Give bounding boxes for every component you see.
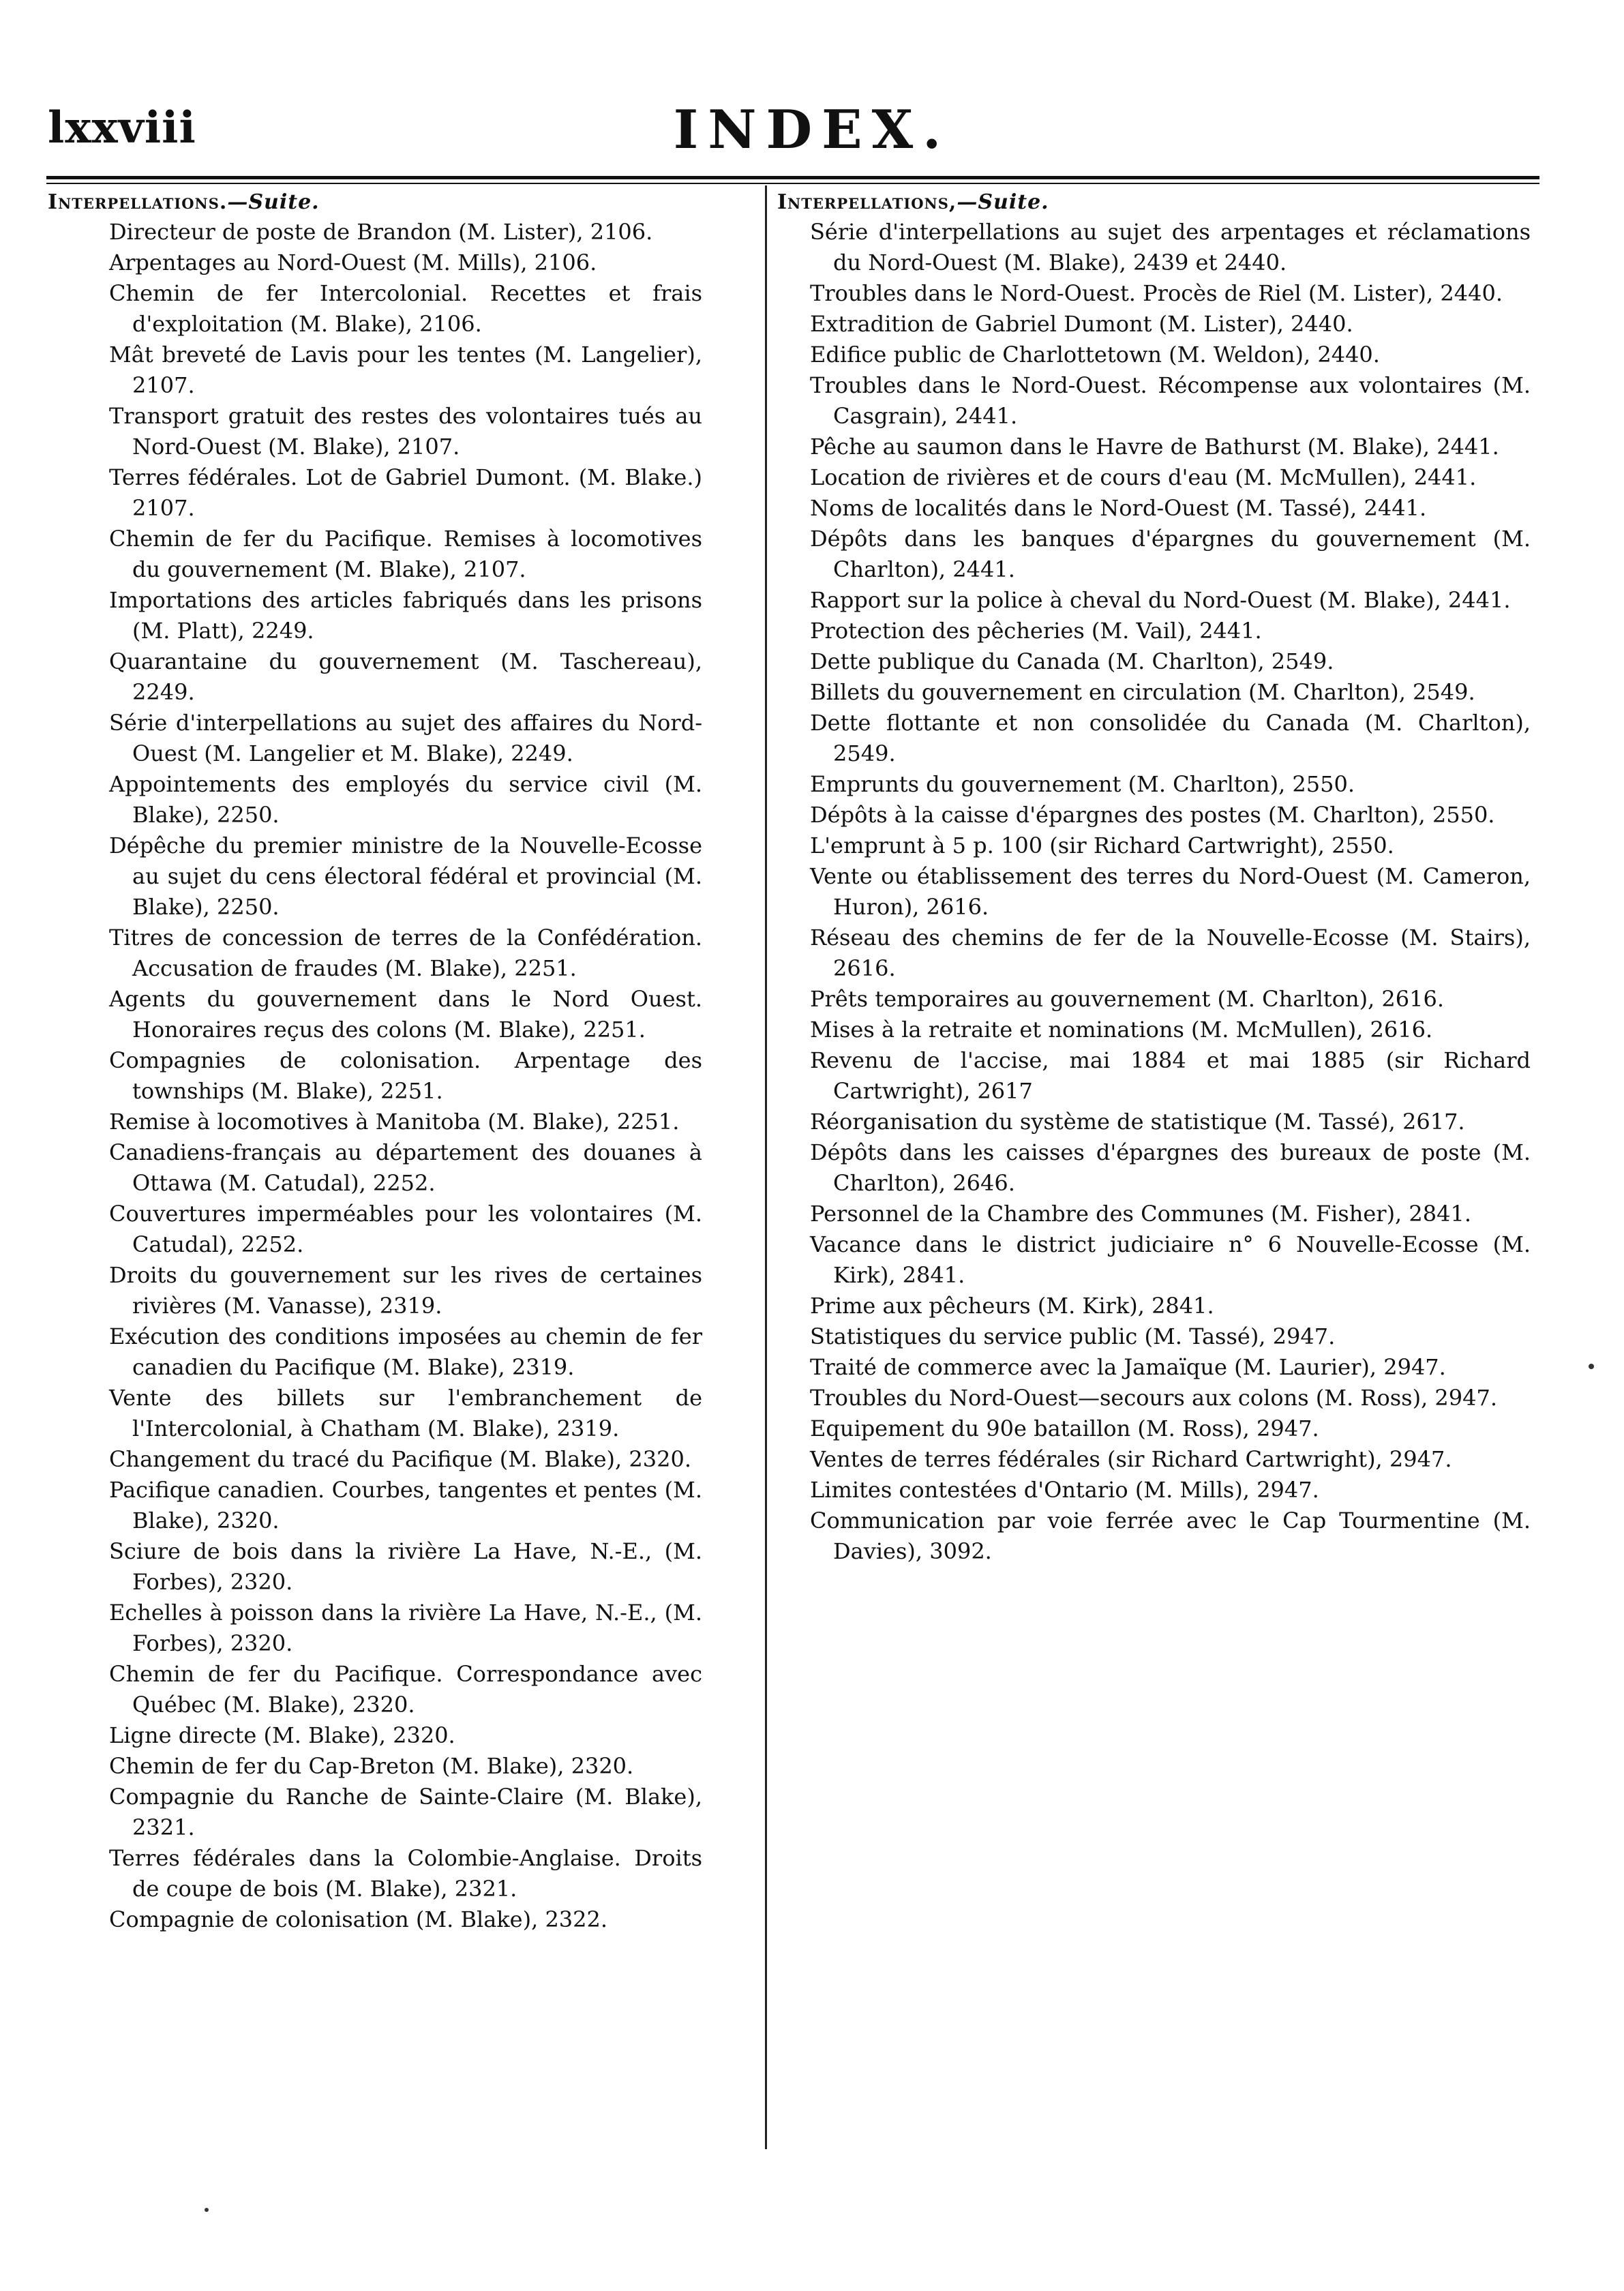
- index-entry: Dette flottante et non consolidée du Canada (M. Charlton), 2549.: [810, 710, 1531, 766]
- index-entry: Agents du gouvernement dans le Nord Ouest. Honoraires reçus des colons (M. Blake), 2251.: [109, 986, 702, 1043]
- index-entry: Dépôts à la caisse d'épargnes des postes (M. Charlton), 2550.: [810, 802, 1495, 828]
- index-entry: Ventes de terres fédérales (sir Richard Cartwright), 2947.: [810, 1446, 1452, 1472]
- index-entry: Troubles dans le Nord-Ouest. Récompense aux volontaires (M. Casgrain), 2441.: [810, 372, 1531, 429]
- index-entry: Mât breveté de Lavis pour les tentes (M. Langelier), 2107.: [109, 342, 702, 398]
- index-entry: Noms de localités dans le Nord-Ouest (M. Tassé), 2441.: [810, 495, 1427, 521]
- index-entry: Chemin de fer Intercolonial. Recettes et frais d'exploitation (M. Blake), 2106.: [109, 280, 702, 337]
- index-entry: Vente ou établissement des terres du Nord-Ouest (M. Cameron, Huron), 2616.: [810, 863, 1531, 920]
- index-entry: Dette publique du Canada (M. Charlton), 2549.: [810, 648, 1334, 674]
- index-entry: Canadiens-français au département des douanes à Ottawa (M. Catudal), 2252.: [109, 1139, 702, 1196]
- left-column: [48, 188, 702, 1935]
- column-divider: [765, 185, 767, 2149]
- index-entry: Extradition de Gabriel Dumont (M. Lister), 2440.: [810, 311, 1353, 337]
- index-entry: Ligne directe (M. Blake), 2320.: [109, 1722, 455, 1748]
- section-heading-label: Interpellations,: [777, 190, 957, 214]
- index-entry: Vacance dans le district judiciaire n° 6 Nouvelle-Ecosse (M. Kirk), 2841.: [810, 1231, 1531, 1288]
- section-heading: [48, 188, 702, 217]
- index-entry: Série d'interpellations au sujet des affaires du Nord-Ouest (M. Langelier et M. Blake), 2249.: [109, 710, 702, 766]
- index-entry: Vente des billets sur l'embranchement de l'Intercolonial, à Chatham (M. Blake), 2319.: [109, 1385, 702, 1441]
- index-entry: Statistiques du service public (M. Tassé), 2947.: [810, 1323, 1336, 1349]
- index-entry: Troubles du Nord-Ouest—secours aux colons (M. Ross), 2947.: [810, 1385, 1498, 1411]
- header-rule: [46, 176, 1539, 179]
- page-title: INDEX.: [673, 99, 951, 161]
- index-entry: Compagnies de colonisation. Arpentage des townships (M. Blake), 2251.: [109, 1047, 702, 1104]
- index-entry: Protection des pêcheries (M. Vail), 2441.: [810, 618, 1262, 644]
- index-entry: Quarantaine du gouvernement (M. Taschereau), 2249.: [109, 648, 702, 705]
- index-entry: Remise à locomotives à Manitoba (M. Blake), 2251.: [109, 1109, 680, 1135]
- index-entry: Exécution des conditions imposées au chemin de fer canadien du Pacifique (M. Blake), 2319.: [109, 1323, 702, 1380]
- index-entry: Compagnie de colonisation (M. Blake), 2322.: [109, 1906, 608, 1932]
- index-entry: Troubles dans le Nord-Ouest. Procès de Riel (M. Lister), 2440.: [810, 280, 1503, 306]
- index-entry: Sciure de bois dans la rivière La Have, N.-E., (M. Forbes), 2320.: [109, 1538, 702, 1595]
- index-entry: Dépôts dans les banques d'épargnes du gouvernement (M. Charlton), 2441.: [810, 526, 1531, 582]
- index-entry: Pacifique canadien. Courbes, tangentes et pentes (M. Blake), 2320.: [109, 1477, 702, 1533]
- index-entry: Edifice public de Charlottetown (M. Weldon), 2440.: [810, 342, 1380, 368]
- index-entry: Communication par voie ferrée avec le Cap Tourmentine (M. Davies), 3092.: [810, 1508, 1531, 1564]
- index-entry: Limites contestées d'Ontario (M. Mills), 2947.: [810, 1477, 1319, 1503]
- index-entry: Revenu de l'accise, mai 1884 et mai 1885 (sir Richard Cartwright), 2617: [810, 1047, 1531, 1104]
- index-entry: Directeur de poste de Brandon (M. Lister), 2106.: [109, 219, 653, 245]
- index-entry: Dépôts dans les caisses d'épargnes des bureaux de poste (M. Charlton), 2646.: [810, 1139, 1531, 1196]
- index-entry: Mises à la retraite et nominations (M. McMullen), 2616.: [810, 1017, 1433, 1043]
- index-entry: Appointements des employés du service civil (M. Blake), 2250.: [109, 771, 702, 828]
- index-entry: Rapport sur la police à cheval du Nord-Ouest (M. Blake), 2441.: [810, 587, 1511, 613]
- index-entry: Transport gratuit des restes des volontaires tués au Nord-Ouest (M. Blake), 2107.: [109, 403, 702, 460]
- section-heading-suffix: —Suite.: [227, 190, 320, 214]
- index-entry: Emprunts du gouvernement (M. Charlton), 2550.: [810, 771, 1355, 797]
- index-entry: Importations des articles fabriqués dans les prisons (M. Platt), 2249.: [109, 587, 702, 644]
- index-entry: Echelles à poisson dans la rivière La Have, N.-E., (M. Forbes), 2320.: [109, 1600, 702, 1656]
- right-column: [777, 188, 1531, 1567]
- index-entry: Réseau des chemins de fer de la Nouvelle-Ecosse (M. Stairs), 2616.: [810, 925, 1531, 981]
- index-entry: Réorganisation du système de statistique (M. Tassé), 2617.: [810, 1109, 1465, 1135]
- header-rule-thin: [46, 183, 1539, 184]
- print-speck: [205, 2208, 209, 2212]
- entry-list: [777, 217, 1531, 1567]
- section-heading-label: Interpellations.: [48, 190, 228, 214]
- index-entry: Série d'interpellations au sujet des arpentages et réclamations du Nord-Ouest (M. Blake), 2439 et 2440.: [810, 219, 1531, 275]
- index-entry: Equipement du 90e bataillon (M. Ross), 2947.: [810, 1416, 1319, 1441]
- index-entry: Dépêche du premier ministre de la Nouvelle-Ecosse au sujet du cens électoral fédéral et provincial (M. Blake), 2250.: [109, 833, 702, 920]
- index-entry: Couvertures imperméables pour les volontaires (M. Catudal), 2252.: [109, 1201, 702, 1257]
- entry-list: [48, 217, 702, 1935]
- section-heading-suffix: —Suite.: [957, 190, 1049, 214]
- index-entry: Terres fédérales dans la Colombie-Anglaise. Droits de coupe de bois (M. Blake), 2321.: [109, 1845, 702, 1902]
- index-entry: Terres fédérales. Lot de Gabriel Dumont. (M. Blake.) 2107.: [109, 464, 702, 521]
- index-entry: Pêche au saumon dans le Havre de Bathurst (M. Blake), 2441.: [810, 434, 1499, 460]
- index-entry: Droits du gouvernement sur les rives de certaines rivières (M. Vanasse), 2319.: [109, 1262, 702, 1319]
- index-entry: Arpentages au Nord-Ouest (M. Mills), 2106.: [109, 250, 597, 275]
- index-entry: Chemin de fer du Pacifique. Correspondance avec Québec (M. Blake), 2320.: [109, 1661, 702, 1718]
- index-entry: Billets du gouvernement en circulation (M. Charlton), 2549.: [810, 679, 1475, 705]
- index-entry: L'emprunt à 5 p. 100 (sir Richard Cartwright), 2550.: [810, 833, 1394, 858]
- section-heading: [777, 188, 1531, 217]
- index-entry: Chemin de fer du Pacifique. Remises à locomotives du gouvernement (M. Blake), 2107.: [109, 526, 702, 582]
- page-number: lxxviii: [48, 102, 196, 153]
- index-entry: Compagnie du Ranche de Sainte-Claire (M. Blake), 2321.: [109, 1784, 702, 1840]
- index-entry: Prêts temporaires au gouvernement (M. Charlton), 2616.: [810, 986, 1445, 1012]
- index-entry: Prime aux pêcheurs (M. Kirk), 2841.: [810, 1293, 1214, 1319]
- index-entry: Personnel de la Chambre des Communes (M. Fisher), 2841.: [810, 1201, 1471, 1227]
- index-entry: Chemin de fer du Cap-Breton (M. Blake), 2320.: [109, 1753, 634, 1779]
- print-speck: [1589, 1364, 1594, 1369]
- index-entry: Location de rivières et de cours d'eau (M. McMullen), 2441.: [810, 464, 1477, 490]
- index-entry: Changement du tracé du Pacifique (M. Blake), 2320.: [109, 1446, 691, 1472]
- index-entry: Traité de commerce avec la Jamaïque (M. Laurier), 2947.: [810, 1354, 1446, 1380]
- index-entry: Titres de concession de terres de la Confédération. Accusation de fraudes (M. Blake), 2251.: [109, 925, 702, 981]
